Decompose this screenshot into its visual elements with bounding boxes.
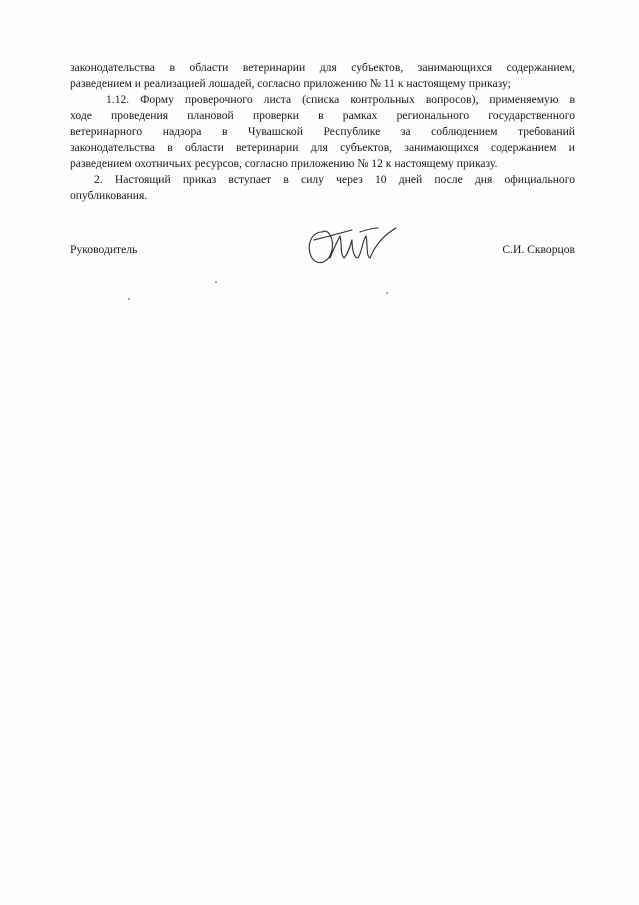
scan-speck bbox=[386, 292, 388, 294]
document-body bbox=[70, 60, 575, 204]
text-line: законодательства в области ветеринарии для субъектов, занимающихся содержанием и bbox=[70, 141, 575, 154]
text-line: ходе проведения плановой проверки в рамках регионального государственного bbox=[70, 109, 575, 122]
text-line: 2. Настоящий приказ вступает в силу через 10 дней после дня официального bbox=[94, 173, 575, 186]
text-line: опубликования. bbox=[70, 189, 148, 202]
signatory-name: С.И. Скворцов bbox=[502, 243, 575, 256]
text-line: ветеринарного надзора в Чувашской Республике за соблюдением требований bbox=[70, 125, 575, 138]
scan-speck bbox=[128, 298, 130, 300]
text-line: законодательства в области ветеринарии для субъектов, занимающихся содержанием, bbox=[70, 61, 575, 74]
text-line: разведением охотничьих ресурсов, согласно приложению № 12 к настоящему приказу. bbox=[70, 157, 498, 170]
signatory-title: Руководитель bbox=[70, 243, 138, 256]
signature-row bbox=[70, 243, 575, 261]
text-line: разведением и реализацией лошадей, согласно приложению № 11 к настоящему приказу; bbox=[70, 77, 511, 90]
text-line: 1.12. Форму проверочного листа (списка контрольных вопросов), применяемую в bbox=[106, 93, 575, 106]
scan-speck bbox=[215, 281, 217, 283]
